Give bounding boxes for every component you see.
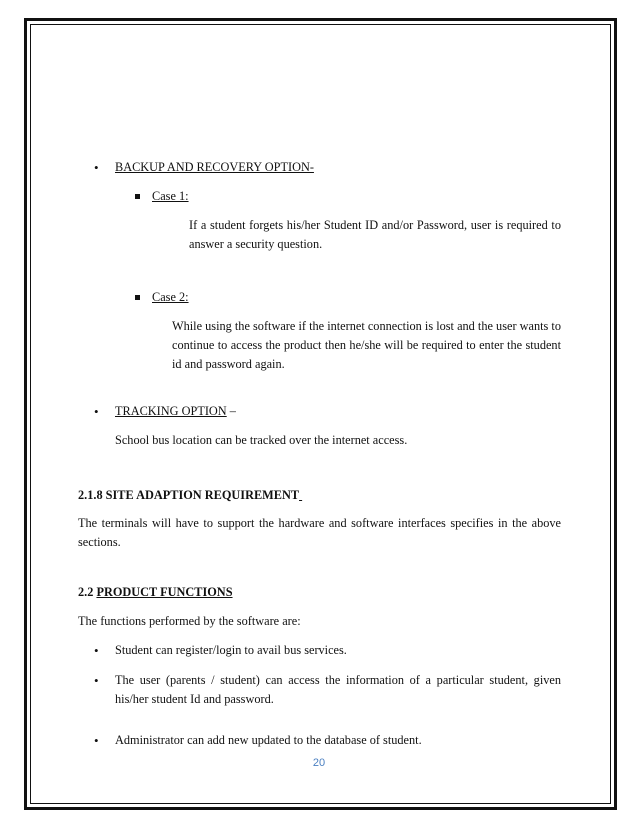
bullet-dot: •: [94, 733, 99, 748]
bullet-dot: •: [94, 160, 99, 175]
tracking-title: TRACKING OPTION: [115, 404, 227, 418]
case1-text: If a student forgets his/her Student ID and/or Password, user is required to answer a security question.: [189, 218, 561, 251]
site-heading: [78, 486, 302, 505]
bullet-dot: •: [94, 673, 99, 688]
product-item: The user (parents / student) can access the information of a particular student, given his/her student Id and password.: [115, 673, 561, 706]
page-number: 20: [312, 757, 326, 769]
case2-label: Case 2:: [152, 290, 189, 304]
tracking-title-line: [115, 402, 236, 421]
product-intro: The functions performed by the software are:: [78, 614, 301, 628]
tracking-text: School bus location can be tracked over the internet access.: [115, 433, 408, 447]
square-bullet: [135, 194, 140, 199]
tracking-dash: –: [226, 404, 236, 418]
product-heading: PRODUCT FUNCTIONS: [96, 585, 233, 599]
site-text: The terminals will have to support the hardware and software interfaces specifies in the above sections.: [78, 516, 561, 549]
product-item: Student can register/login to avail bus services.: [115, 643, 347, 657]
case1-label: Case 1:: [152, 189, 189, 203]
product-number: 2.2: [78, 585, 97, 599]
case2-text: While using the software if the internet connection is lost and the user wants to continue to access the product then he/she will be required to enter the student id and password again.: [172, 319, 561, 371]
product-item: Administrator can add new updated to the database of student.: [115, 733, 422, 747]
site-heading-text: 2.1.8 SITE ADAPTION REQUIREMENT: [78, 488, 300, 502]
bullet-dot: •: [94, 404, 99, 419]
square-bullet: [135, 295, 140, 300]
bullet-dot: •: [94, 643, 99, 658]
site-heading-trailing: [299, 488, 302, 502]
product-heading-line: [78, 583, 233, 602]
backup-title: BACKUP AND RECOVERY OPTION-: [115, 160, 314, 174]
